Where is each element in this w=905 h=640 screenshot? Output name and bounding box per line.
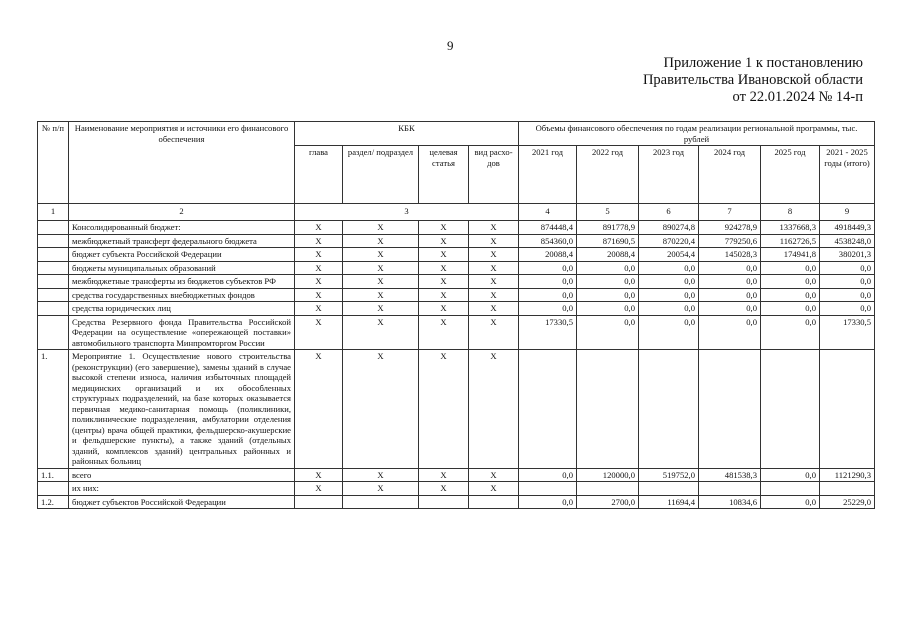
header-kbk-statya: целевая статья [419,146,469,204]
kbk-cell: X [419,221,469,235]
value-cell: 0,0 [699,302,761,316]
kbk-cell: X [343,468,419,482]
kbk-cell: X [343,288,419,302]
kbk-cell: X [419,315,469,350]
row-number [38,221,69,235]
value-cell: 0,0 [577,315,639,350]
value-cell: 891778,9 [577,221,639,235]
kbk-cell: X [343,302,419,316]
kbk-cell: X [343,315,419,350]
value-cell [699,482,761,496]
value-cell: 0,0 [577,261,639,275]
row-number: 1.1. [38,468,69,482]
kbk-cell: X [343,248,419,262]
col-number: 7 [699,204,761,221]
row-number [38,482,69,496]
value-cell: 0,0 [639,275,699,289]
value-cell: 1121290,3 [820,468,875,482]
value-cell: 11694,4 [639,495,699,509]
value-cell: 20054,4 [639,248,699,262]
kbk-cell: X [343,350,419,469]
row-name: межбюджетный трансферт федерального бюджета [69,234,295,248]
value-cell: 0,0 [639,315,699,350]
value-cell: 20088,4 [577,248,639,262]
table-row [38,275,875,289]
value-cell: 0,0 [820,302,875,316]
row-number [38,261,69,275]
value-cell [761,350,820,469]
header-kbk-vid: вид расхо-дов [469,146,519,204]
value-cell: 2700,0 [577,495,639,509]
col-number: 2 [69,204,295,221]
kbk-cell: X [295,302,343,316]
header-line-2: Правительства Ивановской области [642,72,863,88]
row-name: бюджет субъектов Российской Федерации [69,495,295,509]
kbk-cell [343,495,419,509]
value-cell: 779250,6 [699,234,761,248]
table-row [38,468,875,482]
table-row [38,302,875,316]
row-number [38,302,69,316]
value-cell: 0,0 [519,468,577,482]
value-cell: 0,0 [699,275,761,289]
kbk-cell: X [343,482,419,496]
header-year-total: 2021 - 2025 годы (итого) [820,146,875,204]
value-cell [820,482,875,496]
value-cell: 145028,3 [699,248,761,262]
table-row [38,248,875,262]
row-number [38,248,69,262]
kbk-cell: X [419,350,469,469]
row-number: 1. [38,350,69,469]
value-cell: 0,0 [761,261,820,275]
table-row [38,234,875,248]
value-cell: 120000,0 [577,468,639,482]
document-header [643,55,863,106]
kbk-cell: X [295,288,343,302]
header-line-1: Приложение 1 к постановлению [663,55,863,71]
kbk-cell: X [343,234,419,248]
table-row [38,221,875,235]
row-name: Средства Резервного фонда Правительства Российской Федерации на осуществление «опережающей поставки» автомобильного транспорта Минпромторгом России [69,315,295,350]
value-cell [639,482,699,496]
kbk-cell: X [419,275,469,289]
row-number: 1.2. [38,495,69,509]
col-number: 1 [38,204,69,221]
kbk-cell: X [469,275,519,289]
value-cell: 871690,5 [577,234,639,248]
value-cell: 25229,0 [820,495,875,509]
value-cell: 4538248,0 [820,234,875,248]
kbk-cell: X [295,234,343,248]
value-cell: 0,0 [519,495,577,509]
value-cell: 0,0 [761,468,820,482]
value-cell: 1162726,5 [761,234,820,248]
value-cell [761,482,820,496]
value-cell: 481538,3 [699,468,761,482]
col-number: 5 [577,204,639,221]
value-cell: 4918449,3 [820,221,875,235]
value-cell: 20088,4 [519,248,577,262]
kbk-cell: X [469,234,519,248]
value-cell: 0,0 [639,261,699,275]
row-name: бюджет субъекта Российской Федерации [69,248,295,262]
row-name: Консолидированный бюджет: [69,221,295,235]
header-year-2025: 2025 год [761,146,820,204]
value-cell: 890274,8 [639,221,699,235]
kbk-cell [469,495,519,509]
value-cell: 0,0 [699,315,761,350]
value-cell: 870220,4 [639,234,699,248]
kbk-cell: X [419,261,469,275]
value-cell: 0,0 [699,288,761,302]
value-cell [820,350,875,469]
kbk-cell: X [419,302,469,316]
header-year-2021: 2021 год [519,146,577,204]
kbk-cell: X [469,302,519,316]
kbk-cell: X [469,468,519,482]
table-row [38,482,875,496]
kbk-cell: X [419,288,469,302]
kbk-cell: X [469,482,519,496]
kbk-cell: X [469,350,519,469]
value-cell: 519752,0 [639,468,699,482]
kbk-cell: X [469,261,519,275]
value-cell: 0,0 [519,302,577,316]
col-number: 3 [295,204,519,221]
value-cell [519,350,577,469]
kbk-cell: X [343,221,419,235]
value-cell: 0,0 [761,302,820,316]
header-kbk-glava: глава [295,146,343,204]
value-cell: 0,0 [699,261,761,275]
kbk-cell: X [295,315,343,350]
row-name: средства государственных внебюджетных фондов [69,288,295,302]
header-year-2022: 2022 год [577,146,639,204]
row-name: бюджеты муниципальных образований [69,261,295,275]
col-number: 8 [761,204,820,221]
kbk-cell: X [469,248,519,262]
kbk-cell: X [419,468,469,482]
value-cell: 0,0 [519,288,577,302]
table-row [38,288,875,302]
value-cell: 0,0 [820,288,875,302]
kbk-cell: X [469,221,519,235]
row-number [38,288,69,302]
value-cell: 0,0 [639,288,699,302]
value-cell: 17330,5 [519,315,577,350]
kbk-cell [295,495,343,509]
value-cell [577,482,639,496]
kbk-cell: X [295,248,343,262]
table-row [38,315,875,350]
financing-table [37,121,875,509]
row-name: всего [69,468,295,482]
kbk-cell: X [295,261,343,275]
row-number [38,315,69,350]
kbk-cell: X [295,350,343,469]
kbk-cell: X [419,482,469,496]
kbk-cell: X [343,275,419,289]
value-cell: 0,0 [577,275,639,289]
value-cell: 854360,0 [519,234,577,248]
kbk-cell: X [419,248,469,262]
value-cell [699,350,761,469]
value-cell: 10834,6 [699,495,761,509]
value-cell: 0,0 [761,315,820,350]
value-cell: 0,0 [820,261,875,275]
header-no: № п/п [38,122,69,204]
header-volumes: Объемы финансового обеспечения по годам реализации региональной программы, тыс. рублей [519,122,875,146]
value-cell: 0,0 [519,275,577,289]
header-year-2023: 2023 год [639,146,699,204]
value-cell: 0,0 [761,288,820,302]
table-row [38,350,875,469]
row-name: их них: [69,482,295,496]
kbk-cell: X [469,315,519,350]
value-cell [577,350,639,469]
value-cell: 380201,3 [820,248,875,262]
value-cell: 17330,5 [820,315,875,350]
row-number [38,234,69,248]
kbk-cell: X [295,468,343,482]
row-number [38,275,69,289]
value-cell: 874448,4 [519,221,577,235]
value-cell: 0,0 [519,261,577,275]
value-cell: 0,0 [761,495,820,509]
value-cell: 924278,9 [699,221,761,235]
value-cell [519,482,577,496]
value-cell: 174941,8 [761,248,820,262]
kbk-cell [419,495,469,509]
row-name: Мероприятие 1. Осуществление нового строительства (реконструкции) (его завершение), замены зданий в случае высокой степени износа, наличия избыточных площадей медицинских организаций и их обособленных структурных подразделений, на базе которых оказывается первичная медико-санитарная помощь (поликлиники, поликлинические подразделения, амбулатории отделения (центры) врача общей практики, фельдшерско-акушерские и фельдшерские пункты), а также зданий (отдельных зданий, комплексов зданий) центральных районных и районных больниц [69,350,295,469]
value-cell: 0,0 [577,288,639,302]
kbk-cell: X [295,482,343,496]
col-number: 4 [519,204,577,221]
header-kbk: КБК [295,122,519,146]
header-name: Наименование мероприятия и источники его финансового обеспечения [69,122,295,204]
row-name: средства юридических лиц [69,302,295,316]
value-cell: 0,0 [577,302,639,316]
kbk-cell: X [469,288,519,302]
col-number: 9 [820,204,875,221]
value-cell: 0,0 [820,275,875,289]
page-number: 9 [447,38,454,53]
kbk-cell: X [343,261,419,275]
col-number: 6 [639,204,699,221]
value-cell: 0,0 [761,275,820,289]
header-kbk-razdel: раздел/ подраздел [343,146,419,204]
table-row [38,261,875,275]
value-cell: 1337668,3 [761,221,820,235]
kbk-cell: X [419,234,469,248]
value-cell [639,350,699,469]
kbk-cell: X [295,275,343,289]
header-year-2024: 2024 год [699,146,761,204]
table-row [38,495,875,509]
kbk-cell: X [295,221,343,235]
header-line-3: от 22.01.2024 № 14-п [732,89,863,105]
value-cell: 0,0 [639,302,699,316]
row-name: межбюджетные трансферты из бюджетов субъектов РФ [69,275,295,289]
